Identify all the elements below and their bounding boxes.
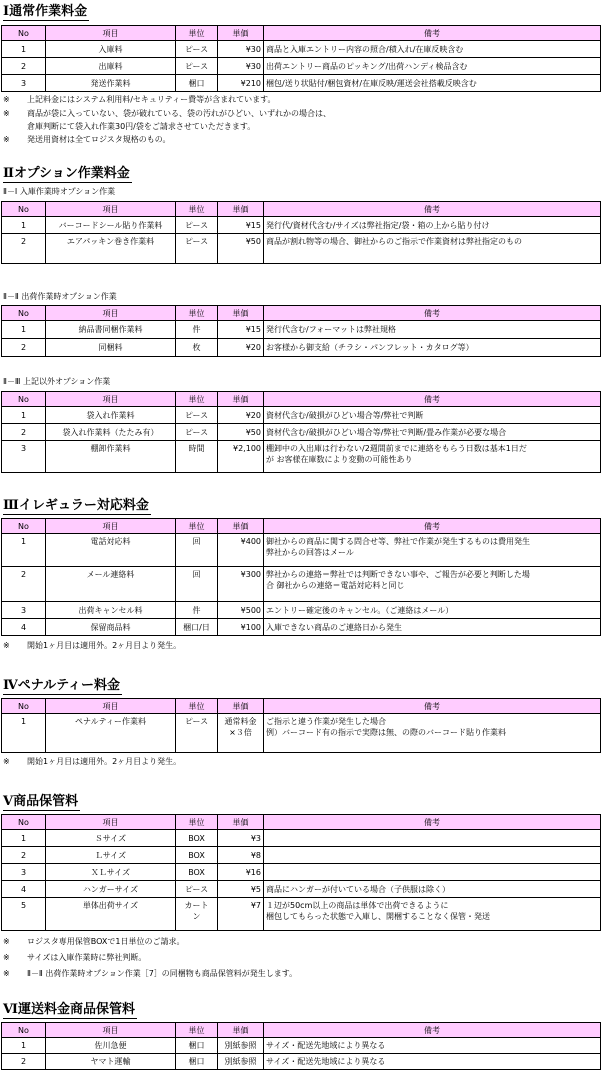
- cell-no: 3: [2, 864, 46, 881]
- cell-unit: 回: [176, 567, 218, 602]
- cell-price: 別紙参照: [218, 1054, 264, 1070]
- section-title-penalty-fees: Ⅳペナルティー料金: [3, 678, 121, 693]
- header-no: No: [2, 699, 46, 714]
- cell-remark: エントリー確定後のキャンセル。（ご連絡はメール）: [264, 602, 601, 619]
- cell-no: 3: [2, 602, 46, 619]
- header-price: 単価: [218, 202, 264, 217]
- header-price: 単価: [218, 1023, 264, 1038]
- section-title-regular-fees: Ⅰ通常作業料金: [3, 4, 88, 19]
- cell-item: ハンガーサイズ: [46, 881, 176, 898]
- cell-price: ¥7: [218, 898, 264, 931]
- cell-unit: BOX: [176, 864, 218, 881]
- section-title-shipping-fees: Ⅵ運送料金商品保管料: [3, 1002, 135, 1017]
- cell-unit: 梱口: [176, 1054, 218, 1070]
- cell-unit: ピース: [176, 234, 218, 264]
- cell-remark: 資材代含む/破損がひどい場合等/弊社で判断: [264, 407, 601, 424]
- cell-price: ¥500: [218, 602, 264, 619]
- cell-item: 出荷キャンセル料: [46, 602, 176, 619]
- header-unit: 単位: [176, 202, 218, 217]
- table-header-row: [2, 699, 601, 714]
- note: ※ 開始1ヶ月目は適用外。2ヶ月目より発生。: [3, 757, 182, 766]
- cell-price: ¥3: [218, 830, 264, 847]
- cell-price: 別紙参照: [218, 1038, 264, 1054]
- cell-price: ¥15: [218, 217, 264, 234]
- table-row: [2, 217, 601, 234]
- note: ※ ロジスタ専用保管BOXで1日単位のご請求。: [3, 937, 185, 946]
- header-unit: 単位: [176, 699, 218, 714]
- cell-unit: 枚: [176, 339, 218, 357]
- header-unit: 単位: [176, 392, 218, 407]
- table-header-row: [2, 392, 601, 407]
- header-item: 項目: [46, 815, 176, 830]
- note: ※ 商品が袋に入っていない、袋が破れている、袋の汚れがひどい、いずれかの場合は、: [3, 109, 331, 118]
- shipping-fees-table: [1, 1022, 601, 1070]
- cell-item: メール連絡料: [46, 567, 176, 602]
- table-row: [2, 1038, 601, 1054]
- cell-price: ¥16: [218, 864, 264, 881]
- cell-remark: サイズ・配送先地域により異なる: [264, 1038, 601, 1054]
- irregular-fees-table: [1, 518, 601, 636]
- header-remark: 備考: [264, 1023, 601, 1038]
- table-row: [2, 441, 601, 473]
- header-no: No: [2, 1023, 46, 1038]
- header-remark: 備考: [264, 392, 601, 407]
- header-item: 項目: [46, 306, 176, 321]
- cell-price: ¥50: [218, 424, 264, 441]
- cell-unit: ピース: [176, 217, 218, 234]
- cell-unit: ピース: [176, 407, 218, 424]
- table-row: [2, 881, 601, 898]
- cell-no: 3: [2, 75, 46, 92]
- cell-remark: 商品が割れ物等の場合、御社からのご指示で作業資材は弊社指定のもの: [264, 234, 601, 264]
- outbound-options-table: [1, 305, 601, 357]
- cell-price: ¥100: [218, 619, 264, 636]
- cell-unit: 回: [176, 534, 218, 567]
- table-header-row: [2, 306, 601, 321]
- cell-no: 2: [2, 567, 46, 602]
- cell-item: 同梱料: [46, 339, 176, 357]
- cell-price: ¥400: [218, 534, 264, 567]
- cell-unit: ピース: [176, 714, 218, 753]
- cell-no: 2: [2, 424, 46, 441]
- table-row: [2, 830, 601, 847]
- cell-remark: 資材代含む/破損がひどい場合等/弊社で判断/畳み作業が必要な場合: [264, 424, 601, 441]
- cell-remark: 発行代/資材代含む/サイズは弊社指定/袋・箱の上から貼り付け: [264, 217, 601, 234]
- cell-item: ペナルティー作業料: [46, 714, 176, 753]
- cell-no: 1: [2, 41, 46, 58]
- header-item: 項目: [46, 519, 176, 534]
- cell-remark: 商品と入庫エントリー内容の照合/積入れ/在庫反映含む: [264, 41, 601, 58]
- table-row: [2, 534, 601, 567]
- section-title-storage-fees: Ⅴ商品保管料: [3, 794, 79, 809]
- header-item: 項目: [46, 202, 176, 217]
- cell-no: 1: [2, 407, 46, 424]
- header-price: 単価: [218, 392, 264, 407]
- header-price: 単価: [218, 26, 264, 41]
- table-row: [2, 321, 601, 339]
- table-header-row: [2, 519, 601, 534]
- table-row: [2, 567, 601, 602]
- note: ※ 発送用資材は全てロジスタ規格のもの。: [3, 135, 171, 144]
- header-unit: 単位: [176, 1023, 218, 1038]
- header-remark: 備考: [264, 306, 601, 321]
- cell-item: 保留商品料: [46, 619, 176, 636]
- cell-item: 袋入れ作業料: [46, 407, 176, 424]
- cell-no: 2: [2, 847, 46, 864]
- cell-remark: [264, 864, 601, 881]
- header-remark: 備考: [264, 26, 601, 41]
- table-row: [2, 898, 601, 931]
- table-header-row: [2, 815, 601, 830]
- cell-no: 1: [2, 1038, 46, 1054]
- cell-remark: [264, 830, 601, 847]
- inbound-options-table: [1, 201, 601, 264]
- cell-item: バーコードシール貼り作業料: [46, 217, 176, 234]
- cell-remark: １辺が50cm以上の商品は単体で出荷できるように 梱包してもらった状態で入庫し、開梱することなく保管・発送: [264, 898, 601, 931]
- table-row: [2, 58, 601, 75]
- cell-remark: 梱包/送り状貼付/梱包資材/在庫反映/運送会社搭載反映含む: [264, 75, 601, 92]
- header-unit: 単位: [176, 306, 218, 321]
- cell-price: ¥30: [218, 41, 264, 58]
- cell-item: Ｓサイズ: [46, 830, 176, 847]
- cell-unit: 時間: [176, 441, 218, 473]
- header-remark: 備考: [264, 815, 601, 830]
- header-item: 項目: [46, 1023, 176, 1038]
- cell-remark: 発行代含む/フォーマットは弊社規格: [264, 321, 601, 339]
- cell-price: ¥300: [218, 567, 264, 602]
- cell-item: 袋入れ作業料（たたみ有）: [46, 424, 176, 441]
- cell-price: 通常料金 ×３倍: [218, 714, 264, 753]
- cell-remark: 御社からの商品に関する問合せ等、弊社で作業が発生するものは費用発生 弊社からの回答はメール: [264, 534, 601, 567]
- cell-price: ¥30: [218, 58, 264, 75]
- table-row: [2, 602, 601, 619]
- cell-item: 納品書同梱作業料: [46, 321, 176, 339]
- table-row: [2, 75, 601, 92]
- cell-unit: ピース: [176, 424, 218, 441]
- cell-price: ¥5: [218, 881, 264, 898]
- cell-unit: 件: [176, 321, 218, 339]
- other-options-table: [1, 391, 601, 473]
- cell-price: ¥50: [218, 234, 264, 264]
- cell-item: 出庫料: [46, 58, 176, 75]
- cell-remark: 商品にハンガーが付いている場合（子供服は除く）: [264, 881, 601, 898]
- table-row: [2, 234, 601, 264]
- note: ※ サイズは入庫作業時に弊社判断。: [3, 953, 147, 962]
- note: ※ Ⅱ－Ⅱ 出荷作業時オプション作業［7］の同梱物も商品保管料が発生します。: [3, 969, 298, 978]
- cell-remark: サイズ・配送先地域により異なる: [264, 1054, 601, 1070]
- cell-no: 2: [2, 1054, 46, 1070]
- header-price: 単価: [218, 815, 264, 830]
- cell-item: 棚卸作業料: [46, 441, 176, 473]
- cell-price: ¥210: [218, 75, 264, 92]
- section-title-option-fees: Ⅱオプション作業料金: [3, 166, 130, 181]
- table-header-row: [2, 1023, 601, 1038]
- cell-unit: カート ン: [176, 898, 218, 931]
- cell-remark: ご指示と違う作業が発生した場合 例）バーコード有の指示で実際は無、の際のバーコード貼り作業料: [264, 714, 601, 753]
- table-row: [2, 864, 601, 881]
- cell-unit: ピース: [176, 41, 218, 58]
- subsection-title-other-options: Ⅱ－Ⅲ 上記以外オプション作業: [3, 377, 111, 386]
- cell-remark: 弊社からの連絡＝弊社では判断できない事や、ご報告が必要と判断した場 合 御社からの連絡＝電話対応料と同じ: [264, 567, 601, 602]
- cell-remark: 出荷エントリー商品のピッキング/出荷ハンディ検品含む: [264, 58, 601, 75]
- header-item: 項目: [46, 392, 176, 407]
- header-no: No: [2, 392, 46, 407]
- table-row: [2, 41, 601, 58]
- header-unit: 単位: [176, 26, 218, 41]
- cell-no: 1: [2, 217, 46, 234]
- cell-price: ¥20: [218, 339, 264, 357]
- cell-item: エアパッキン巻き作業料: [46, 234, 176, 264]
- header-no: No: [2, 519, 46, 534]
- table-row: [2, 714, 601, 753]
- cell-no: 1: [2, 714, 46, 753]
- cell-no: 3: [2, 441, 46, 473]
- cell-item: Ｌサイズ: [46, 847, 176, 864]
- cell-item: ヤマト運輸: [46, 1054, 176, 1070]
- subsection-title-outbound-options: Ⅱ－Ⅱ 出荷作業時オプション作業: [3, 292, 117, 301]
- cell-item: 入庫料: [46, 41, 176, 58]
- penalty-fees-table: [1, 698, 601, 753]
- header-remark: 備考: [264, 699, 601, 714]
- note: ※ 開始1ヶ月目は適用外。2ヶ月目より発生。: [3, 641, 182, 650]
- header-unit: 単位: [176, 519, 218, 534]
- table-header-row: [2, 26, 601, 41]
- cell-no: 2: [2, 234, 46, 264]
- subsection-title-inbound-options: Ⅱ－Ⅰ 入庫作業時オプション作業: [3, 187, 116, 196]
- cell-remark: お客様から御支給（チラシ・パンフレット・カタログ等）: [264, 339, 601, 357]
- cell-item: 単体出荷サイズ: [46, 898, 176, 931]
- header-price: 単価: [218, 699, 264, 714]
- table-row: [2, 619, 601, 636]
- header-remark: 備考: [264, 519, 601, 534]
- table-row: [2, 339, 601, 357]
- header-unit: 単位: [176, 815, 218, 830]
- cell-no: 1: [2, 534, 46, 567]
- cell-unit: 梱口: [176, 75, 218, 92]
- cell-no: 1: [2, 321, 46, 339]
- cell-unit: 梱口/日: [176, 619, 218, 636]
- cell-no: 2: [2, 339, 46, 357]
- regular-fees-table: [1, 25, 601, 92]
- cell-item: 発送作業料: [46, 75, 176, 92]
- table-row: [2, 407, 601, 424]
- note: 倉庫判断にて袋入れ作業30円/袋をご請求させていただきます。: [27, 122, 256, 131]
- table-row: [2, 1054, 601, 1070]
- note: ※ 上記料金にはシステム利用料/セキュリティー費等が含まれています。: [3, 95, 276, 104]
- header-price: 単価: [218, 519, 264, 534]
- header-no: No: [2, 26, 46, 41]
- cell-remark: [264, 847, 601, 864]
- cell-unit: BOX: [176, 847, 218, 864]
- header-no: No: [2, 815, 46, 830]
- table-row: [2, 424, 601, 441]
- cell-unit: BOX: [176, 830, 218, 847]
- cell-no: 4: [2, 619, 46, 636]
- header-no: No: [2, 202, 46, 217]
- cell-price: ¥2,100: [218, 441, 264, 473]
- cell-no: 4: [2, 881, 46, 898]
- cell-unit: 件: [176, 602, 218, 619]
- header-no: No: [2, 306, 46, 321]
- section-title-irregular-fees: Ⅲイレギュラー対応料金: [3, 498, 149, 513]
- cell-no: 5: [2, 898, 46, 931]
- storage-fees-table: [1, 814, 601, 931]
- header-item: 項目: [46, 26, 176, 41]
- table-header-row: [2, 202, 601, 217]
- table-row: [2, 847, 601, 864]
- cell-item: 電話対応料: [46, 534, 176, 567]
- cell-item: ＸＬサイズ: [46, 864, 176, 881]
- cell-price: ¥8: [218, 847, 264, 864]
- cell-price: ¥15: [218, 321, 264, 339]
- cell-unit: ピース: [176, 58, 218, 75]
- cell-price: ¥20: [218, 407, 264, 424]
- cell-remark: 入庫できない商品のご連絡日から発生: [264, 619, 601, 636]
- cell-unit: ピース: [176, 881, 218, 898]
- header-item: 項目: [46, 699, 176, 714]
- cell-item: 佐川急便: [46, 1038, 176, 1054]
- cell-unit: 梱口: [176, 1038, 218, 1054]
- header-remark: 備考: [264, 202, 601, 217]
- cell-no: 2: [2, 58, 46, 75]
- cell-remark: 棚卸中の入出庫は行わない/2週間前までに連絡をもらう日数は基本1日だ が お客様在庫数により変動の可能性あり: [264, 441, 601, 473]
- cell-no: 1: [2, 830, 46, 847]
- header-price: 単価: [218, 306, 264, 321]
